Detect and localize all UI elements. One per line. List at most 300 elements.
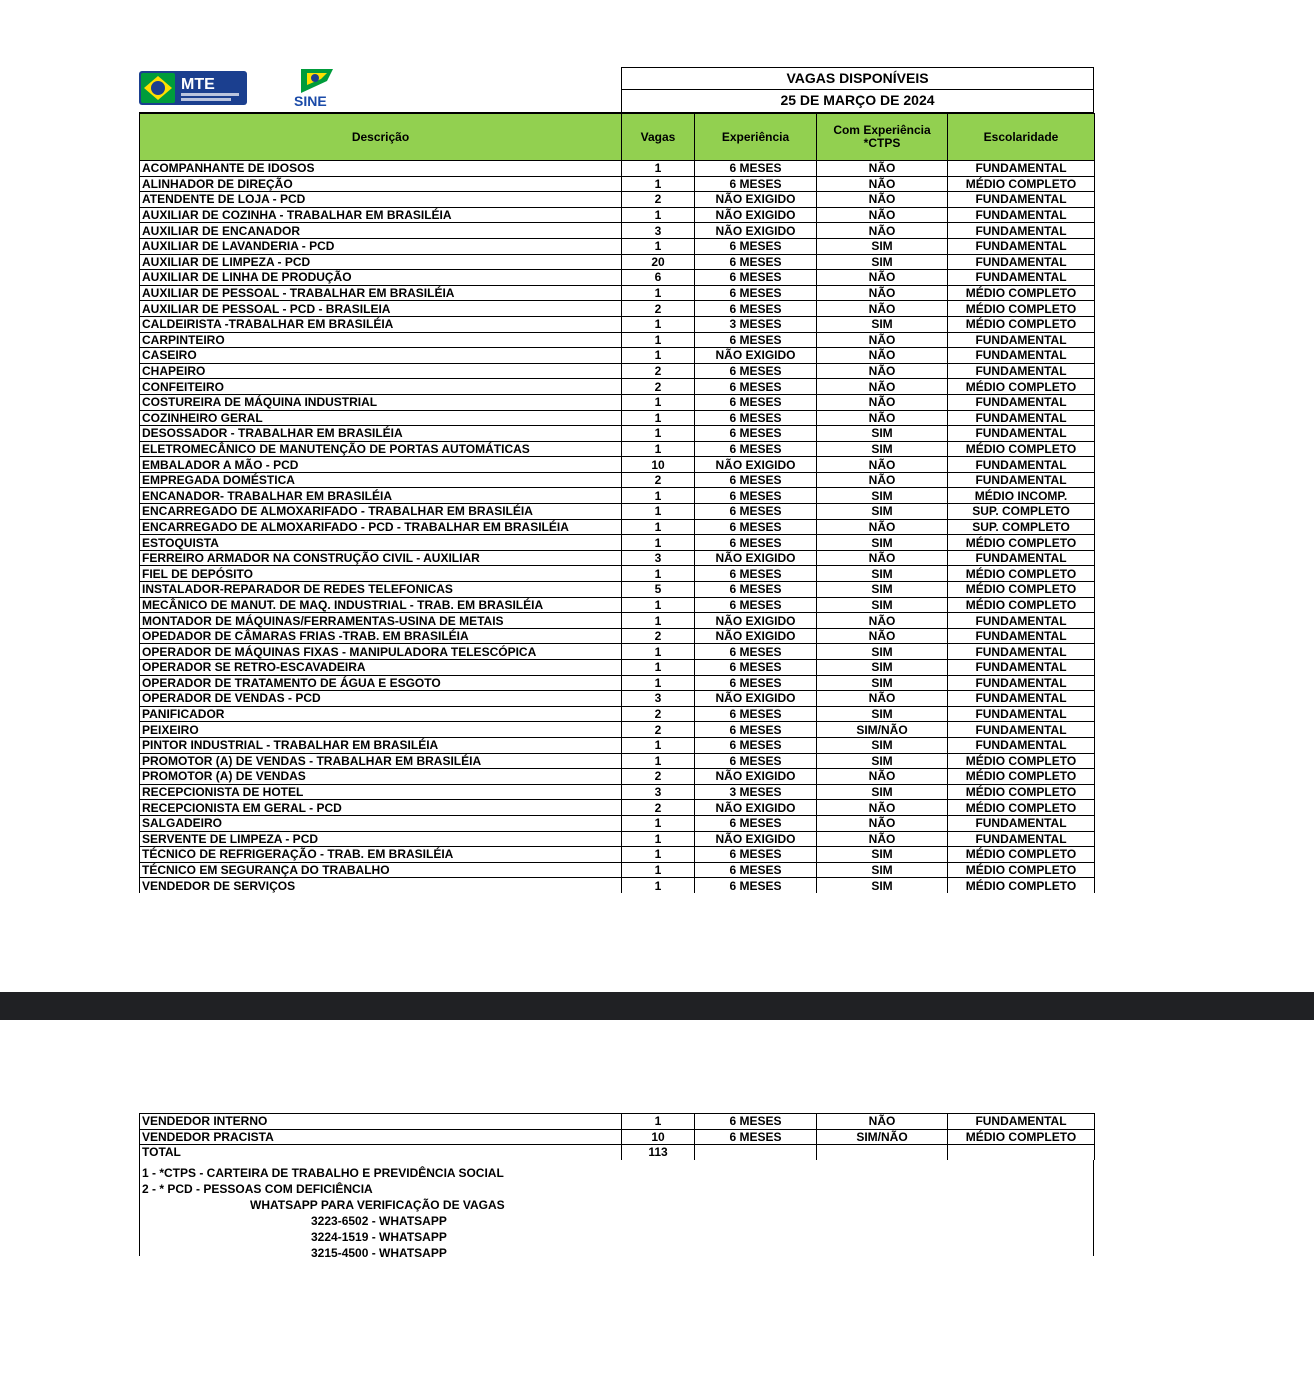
sine-logo-text: SINE xyxy=(294,93,327,109)
cell-descricao: VENDEDOR DE SERVIÇOS xyxy=(140,878,622,893)
cell-vagas: 2 xyxy=(622,472,695,488)
cell-escolaridade: MÉDIO COMPLETO xyxy=(948,285,1095,301)
cell-experiencia: NÃO EXIGIDO xyxy=(695,769,817,785)
table-row xyxy=(140,1114,1095,1130)
cell-ctps: NÃO xyxy=(817,472,948,488)
table-row xyxy=(140,348,1095,364)
table-row xyxy=(140,800,1095,816)
cell-descricao: OPERADOR DE MÁQUINAS FIXAS - MANIPULADORA TELESCÓPICA xyxy=(140,644,622,660)
cell-experiencia: 6 MESES xyxy=(695,644,817,660)
table-row xyxy=(140,675,1095,691)
cell-ctps: SIM xyxy=(817,488,948,504)
table-row xyxy=(140,535,1095,551)
cell-ctps: NÃO xyxy=(817,161,948,176)
table-row xyxy=(140,379,1095,395)
cell-ctps: NÃO xyxy=(817,301,948,317)
svg-text:MTE: MTE xyxy=(181,76,215,93)
cell-descricao: ALINHADOR DE DIREÇÃO xyxy=(140,176,622,192)
cell-ctps: NÃO xyxy=(817,800,948,816)
cell-vagas: 1 xyxy=(622,878,695,893)
table-row xyxy=(140,270,1095,286)
cell-escolaridade: FUNDAMENTAL xyxy=(948,410,1095,426)
cell-ctps: SIM/NÃO xyxy=(817,722,948,738)
cell-descricao: TOTAL xyxy=(140,1145,622,1160)
cell-ctps: SIM xyxy=(817,566,948,582)
cell-escolaridade: FUNDAMENTAL xyxy=(948,722,1095,738)
cell-experiencia: 6 MESES xyxy=(695,426,817,442)
cell-experiencia: NÃO EXIGIDO xyxy=(695,192,817,208)
cell-vagas: 2 xyxy=(622,628,695,644)
cell-escolaridade: FUNDAMENTAL xyxy=(948,550,1095,566)
cell-experiencia: 6 MESES xyxy=(695,176,817,192)
cell-vagas: 2 xyxy=(622,722,695,738)
cell-descricao: RECEPCIONISTA DE HOTEL xyxy=(140,784,622,800)
cell-descricao: ELETROMECÂNICO DE MANUTENÇÃO DE PORTAS AUTOMÁTICAS xyxy=(140,441,622,457)
table-row xyxy=(140,176,1095,192)
table-row xyxy=(140,192,1095,208)
cell-ctps: SIM xyxy=(817,675,948,691)
titles-area xyxy=(622,67,1094,112)
cell-experiencia: 6 MESES xyxy=(695,1129,817,1145)
cell-descricao: EMBALADOR A MÃO - PCD xyxy=(140,457,622,473)
cell-escolaridade: FUNDAMENTAL xyxy=(948,457,1095,473)
cell-experiencia: 6 MESES xyxy=(695,878,817,893)
cell-experiencia: 6 MESES xyxy=(695,722,817,738)
cell-experiencia: 6 MESES xyxy=(695,363,817,379)
cell-descricao: CARPINTEIRO xyxy=(140,332,622,348)
cell-ctps: SIM xyxy=(817,784,948,800)
cell-experiencia: 6 MESES xyxy=(695,847,817,863)
cell-experiencia: 6 MESES xyxy=(695,706,817,722)
cell-vagas: 1 xyxy=(622,332,695,348)
cell-escolaridade: FUNDAMENTAL xyxy=(948,613,1095,629)
cell-experiencia: NÃO EXIGIDO xyxy=(695,223,817,239)
cell-descricao: COZINHEIRO GERAL xyxy=(140,410,622,426)
cell-escolaridade: FUNDAMENTAL xyxy=(948,207,1095,223)
cell-ctps: NÃO xyxy=(817,815,948,831)
cell-experiencia: 6 MESES xyxy=(695,1114,817,1130)
table-row xyxy=(140,363,1095,379)
cell-descricao: PEIXEIRO xyxy=(140,722,622,738)
table-row xyxy=(140,847,1095,863)
cell-experiencia: 6 MESES xyxy=(695,441,817,457)
cell-descricao: PINTOR INDUSTRIAL - TRABALHAR EM BRASILÉIA xyxy=(140,737,622,753)
cell-experiencia: 6 MESES xyxy=(695,660,817,676)
cell-vagas: 1 xyxy=(622,285,695,301)
cell-vagas: 2 xyxy=(622,363,695,379)
mte-logo xyxy=(139,69,247,107)
cell-escolaridade: MÉDIO COMPLETO xyxy=(948,769,1095,785)
cell-ctps: NÃO xyxy=(817,285,948,301)
cell-escolaridade: MÉDIO COMPLETO xyxy=(948,379,1095,395)
note-whatsapp-title: WHATSAPP PARA VERIFICAÇÃO DE VAGAS xyxy=(250,1197,505,1212)
cell-escolaridade: FUNDAMENTAL xyxy=(948,238,1095,254)
cell-ctps: SIM xyxy=(817,706,948,722)
cell-vagas: 3 xyxy=(622,784,695,800)
page-title: VAGAS DISPONÍVEIS xyxy=(622,68,1093,90)
cell-vagas: 1 xyxy=(622,519,695,535)
cell-ctps: NÃO xyxy=(817,332,948,348)
cell-descricao: AUXILIAR DE PESSOAL - PCD - BRASILEIA xyxy=(140,301,622,317)
cell-vagas: 1 xyxy=(622,831,695,847)
cell-experiencia: 6 MESES xyxy=(695,161,817,176)
table-row xyxy=(140,301,1095,317)
table-row xyxy=(140,161,1095,176)
cell-experiencia: 6 MESES xyxy=(695,410,817,426)
cell-descricao: AUXILIAR DE LIMPEZA - PCD xyxy=(140,254,622,270)
page-divider xyxy=(0,992,1314,1020)
table-row xyxy=(140,332,1095,348)
cell-vagas: 2 xyxy=(622,800,695,816)
cell-ctps: SIM xyxy=(817,316,948,332)
cell-descricao: FIEL DE DEPÓSITO xyxy=(140,566,622,582)
cell-escolaridade: MÉDIO COMPLETO xyxy=(948,800,1095,816)
cell-descricao: OPERADOR DE TRATAMENTO DE ÁGUA E ESGOTO xyxy=(140,675,622,691)
table-row xyxy=(140,410,1095,426)
vacancy-table-continued xyxy=(139,1113,1095,1160)
cell-ctps: SIM xyxy=(817,737,948,753)
cell-escolaridade: FUNDAMENTAL xyxy=(948,644,1095,660)
cell-escolaridade: FUNDAMENTAL xyxy=(948,660,1095,676)
cell-escolaridade: MÉDIO COMPLETO xyxy=(948,1129,1095,1145)
cell-descricao: FERREIRO ARMADOR NA CONSTRUÇÃO CIVIL - AUXILIAR xyxy=(140,550,622,566)
table-row xyxy=(140,1145,1095,1160)
page-date: 25 DE MARÇO DE 2024 xyxy=(780,92,935,108)
cell-vagas: 3 xyxy=(622,550,695,566)
vacancy-table xyxy=(139,161,1095,893)
cell-ctps: SIM xyxy=(817,862,948,878)
cell-experiencia: 6 MESES xyxy=(695,566,817,582)
cell-descricao: SERVENTE DE LIMPEZA - PCD xyxy=(140,831,622,847)
cell-descricao: AUXILIAR DE LAVANDERIA - PCD xyxy=(140,238,622,254)
note-ctps: 1 - *CTPS - CARTEIRA DE TRABALHO E PREVIDÊNCIA SOCIAL xyxy=(142,1165,504,1180)
column-experiencia: Experiência xyxy=(695,114,817,161)
table-row xyxy=(140,769,1095,785)
cell-vagas: 1 xyxy=(622,504,695,520)
cell-descricao: TÉCNICO EM SEGURANÇA DO TRABALHO xyxy=(140,862,622,878)
table-row xyxy=(140,316,1095,332)
cell-escolaridade: FUNDAMENTAL xyxy=(948,815,1095,831)
cell-escolaridade: MÉDIO INCOMP. xyxy=(948,488,1095,504)
cell-ctps: SIM xyxy=(817,878,948,893)
cell-escolaridade: MÉDIO COMPLETO xyxy=(948,316,1095,332)
cell-descricao: ENCARREGADO DE ALMOXARIFADO - PCD - TRABALHAR EM BRASILÉIA xyxy=(140,519,622,535)
logos-area xyxy=(139,67,622,112)
cell-vagas: 1 xyxy=(622,597,695,613)
cell-descricao: ATENDENTE DE LOJA - PCD xyxy=(140,192,622,208)
cell-experiencia: NÃO EXIGIDO xyxy=(695,207,817,223)
cell-descricao: ENCANADOR- TRABALHAR EM BRASILÉIA xyxy=(140,488,622,504)
cell-descricao: AUXILIAR DE ENCANADOR xyxy=(140,223,622,239)
table-row xyxy=(140,394,1095,410)
cell-experiencia: NÃO EXIGIDO xyxy=(695,628,817,644)
cell-escolaridade: FUNDAMENTAL xyxy=(948,691,1095,707)
cell-escolaridade: MÉDIO COMPLETO xyxy=(948,176,1095,192)
cell-experiencia: NÃO EXIGIDO xyxy=(695,550,817,566)
cell-escolaridade: FUNDAMENTAL xyxy=(948,254,1095,270)
cell-descricao: CHAPEIRO xyxy=(140,363,622,379)
phone-1: 3223-6502 - WHATSAPP xyxy=(311,1213,447,1228)
table-row xyxy=(140,488,1095,504)
table-row xyxy=(140,644,1095,660)
cell-vagas: 1 xyxy=(622,488,695,504)
cell-experiencia: 6 MESES xyxy=(695,472,817,488)
cell-escolaridade: SUP. COMPLETO xyxy=(948,504,1095,520)
cell-escolaridade: SUP. COMPLETO xyxy=(948,519,1095,535)
cell-vagas: 10 xyxy=(622,1129,695,1145)
cell-vagas: 1 xyxy=(622,847,695,863)
cell-experiencia: 6 MESES xyxy=(695,519,817,535)
table-row xyxy=(140,628,1095,644)
cell-vagas: 1 xyxy=(622,660,695,676)
cell-vagas: 2 xyxy=(622,769,695,785)
cell-escolaridade: FUNDAMENTAL xyxy=(948,270,1095,286)
document-header xyxy=(139,67,1094,113)
column-escolaridade: Escolaridade xyxy=(948,114,1095,161)
cell-vagas: 10 xyxy=(622,457,695,473)
cell-ctps: SIM xyxy=(817,426,948,442)
table-row xyxy=(140,550,1095,566)
table-row xyxy=(140,519,1095,535)
table-row xyxy=(140,504,1095,520)
table-row xyxy=(140,878,1095,893)
cell-ctps: SIM xyxy=(817,753,948,769)
cell-experiencia: 6 MESES xyxy=(695,379,817,395)
cell-vagas: 1 xyxy=(622,753,695,769)
cell-vagas: 2 xyxy=(622,379,695,395)
cell-vagas: 2 xyxy=(622,301,695,317)
cell-descricao: OPEDADOR DE CÂMARAS FRIAS -TRAB. EM BRASILÉIA xyxy=(140,628,622,644)
cell-experiencia: 3 MESES xyxy=(695,316,817,332)
cell-experiencia: 6 MESES xyxy=(695,270,817,286)
cell-escolaridade: MÉDIO COMPLETO xyxy=(948,753,1095,769)
cell-descricao: VENDEDOR INTERNO xyxy=(140,1114,622,1130)
table-row xyxy=(140,722,1095,738)
cell-escolaridade xyxy=(948,1145,1095,1160)
cell-descricao: TÉCNICO DE REFRIGERAÇÃO - TRAB. EM BRASILÉIA xyxy=(140,847,622,863)
cell-descricao: ESTOQUISTA xyxy=(140,535,622,551)
table-row xyxy=(140,1129,1095,1145)
cell-vagas: 1 xyxy=(622,348,695,364)
cell-experiencia: 6 MESES xyxy=(695,488,817,504)
cell-descricao: CONFEITEIRO xyxy=(140,379,622,395)
cell-ctps: NÃO xyxy=(817,410,948,426)
cell-escolaridade: MÉDIO COMPLETO xyxy=(948,301,1095,317)
cell-ctps: NÃO xyxy=(817,519,948,535)
cell-ctps: NÃO xyxy=(817,363,948,379)
cell-experiencia: 6 MESES xyxy=(695,285,817,301)
table-row xyxy=(140,285,1095,301)
cell-experiencia: NÃO EXIGIDO xyxy=(695,831,817,847)
cell-descricao: MONTADOR DE MÁQUINAS/FERRAMENTAS-USINA DE METAIS xyxy=(140,613,622,629)
cell-escolaridade: MÉDIO COMPLETO xyxy=(948,784,1095,800)
cell-descricao: OPERADOR SE RETRO-ESCAVADEIRA xyxy=(140,660,622,676)
cell-vagas: 1 xyxy=(622,410,695,426)
cell-ctps: SIM xyxy=(817,535,948,551)
cell-escolaridade: MÉDIO COMPLETO xyxy=(948,597,1095,613)
document-page-2 xyxy=(139,1113,1094,1260)
cell-experiencia: 6 MESES xyxy=(695,815,817,831)
cell-escolaridade: FUNDAMENTAL xyxy=(948,1114,1095,1130)
cell-experiencia: 6 MESES xyxy=(695,753,817,769)
cell-experiencia: 6 MESES xyxy=(695,504,817,520)
cell-escolaridade: FUNDAMENTAL xyxy=(948,737,1095,753)
cell-experiencia: 6 MESES xyxy=(695,394,817,410)
phone-2: 3224-1519 - WHATSAPP xyxy=(311,1229,447,1244)
cell-vagas: 1 xyxy=(622,394,695,410)
cell-descricao: MECÂNICO DE MANUT. DE MAQ. INDUSTRIAL - TRAB. EM BRASILÉIA xyxy=(140,597,622,613)
cell-ctps: SIM xyxy=(817,847,948,863)
cell-descricao: AUXILIAR DE COZINHA - TRABALHAR EM BRASILÉIA xyxy=(140,207,622,223)
cell-ctps: NÃO xyxy=(817,270,948,286)
cell-experiencia: 6 MESES xyxy=(695,254,817,270)
table-row xyxy=(140,706,1095,722)
cell-ctps: NÃO xyxy=(817,223,948,239)
cell-ctps: SIM xyxy=(817,597,948,613)
cell-vagas: 1 xyxy=(622,207,695,223)
cell-descricao: OPERADOR DE VENDAS - PCD xyxy=(140,691,622,707)
cell-vagas: 1 xyxy=(622,238,695,254)
cell-vagas: 1 xyxy=(622,176,695,192)
cell-ctps: SIM xyxy=(817,644,948,660)
table-row xyxy=(140,753,1095,769)
cell-escolaridade: FUNDAMENTAL xyxy=(948,706,1095,722)
cell-vagas: 2 xyxy=(622,706,695,722)
cell-ctps: NÃO xyxy=(817,457,948,473)
cell-experiencia: 6 MESES xyxy=(695,737,817,753)
cell-vagas: 6 xyxy=(622,270,695,286)
cell-escolaridade: FUNDAMENTAL xyxy=(948,394,1095,410)
cell-experiencia: NÃO EXIGIDO xyxy=(695,800,817,816)
cell-descricao: ACOMPANHANTE DE IDOSOS xyxy=(140,161,622,176)
cell-descricao: AUXILIAR DE PESSOAL - TRABALHAR EM BRASILÉIA xyxy=(140,285,622,301)
cell-escolaridade: FUNDAMENTAL xyxy=(948,332,1095,348)
phone-3: 3215-4500 - WHATSAPP xyxy=(311,1245,447,1260)
cell-vagas: 20 xyxy=(622,254,695,270)
cell-descricao: COSTUREIRA DE MÁQUINA INDUSTRIAL xyxy=(140,394,622,410)
cell-escolaridade: FUNDAMENTAL xyxy=(948,675,1095,691)
table-row xyxy=(140,441,1095,457)
table-row xyxy=(140,457,1095,473)
cell-ctps: SIM xyxy=(817,504,948,520)
cell-experiencia: 3 MESES xyxy=(695,784,817,800)
cell-ctps: NÃO xyxy=(817,1114,948,1130)
cell-descricao: CALDEIRISTA -TRABALHAR EM BRASILÉIA xyxy=(140,316,622,332)
cell-descricao: ENCARREGADO DE ALMOXARIFADO - TRABALHAR EM BRASILÉIA xyxy=(140,504,622,520)
document-page-1 xyxy=(139,67,1094,893)
cell-escolaridade: MÉDIO COMPLETO xyxy=(948,862,1095,878)
cell-ctps: NÃO xyxy=(817,691,948,707)
cell-escolaridade: FUNDAMENTAL xyxy=(948,426,1095,442)
table-row xyxy=(140,426,1095,442)
cell-experiencia: 6 MESES xyxy=(695,582,817,598)
cell-vagas: 1 xyxy=(622,737,695,753)
table-row xyxy=(140,815,1095,831)
cell-descricao: INSTALADOR-REPARADOR DE REDES TELEFONICAS xyxy=(140,582,622,598)
cell-descricao: DESOSSADOR - TRABALHAR EM BRASILÉIA xyxy=(140,426,622,442)
cell-escolaridade: FUNDAMENTAL xyxy=(948,348,1095,364)
cell-experiencia: 6 MESES xyxy=(695,862,817,878)
cell-vagas: 1 xyxy=(622,426,695,442)
cell-vagas: 3 xyxy=(622,691,695,707)
cell-escolaridade: FUNDAMENTAL xyxy=(948,223,1095,239)
table-row xyxy=(140,660,1095,676)
cell-ctps: SIM xyxy=(817,441,948,457)
cell-ctps: SIM xyxy=(817,238,948,254)
cell-descricao: PROMOTOR (A) DE VENDAS - TRABALHAR EM BRASILÉIA xyxy=(140,753,622,769)
table-row xyxy=(140,472,1095,488)
column-vagas: Vagas xyxy=(622,114,695,161)
cell-ctps: NÃO xyxy=(817,769,948,785)
cell-escolaridade: FUNDAMENTAL xyxy=(948,472,1095,488)
cell-escolaridade: MÉDIO COMPLETO xyxy=(948,441,1095,457)
cell-ctps xyxy=(817,1145,948,1160)
table-row xyxy=(140,566,1095,582)
cell-ctps: NÃO xyxy=(817,207,948,223)
cell-descricao: AUXILIAR DE LINHA DE PRODUÇÃO xyxy=(140,270,622,286)
cell-vagas: 1 xyxy=(622,161,695,176)
cell-ctps: NÃO xyxy=(817,192,948,208)
table-row xyxy=(140,784,1095,800)
table-header xyxy=(139,113,1095,161)
cell-ctps: NÃO xyxy=(817,176,948,192)
cell-escolaridade: MÉDIO COMPLETO xyxy=(948,878,1095,893)
cell-vagas: 1 xyxy=(622,862,695,878)
cell-escolaridade: FUNDAMENTAL xyxy=(948,831,1095,847)
table-row xyxy=(140,223,1095,239)
cell-descricao: PROMOTOR (A) DE VENDAS xyxy=(140,769,622,785)
cell-ctps: NÃO xyxy=(817,831,948,847)
cell-vagas: 1 xyxy=(622,566,695,582)
cell-experiencia: NÃO EXIGIDO xyxy=(695,613,817,629)
notes-section xyxy=(139,1160,1094,1260)
table-row xyxy=(140,582,1095,598)
column-com-experiencia-label: Com Experiência *CTPS xyxy=(833,123,931,150)
cell-vagas: 2 xyxy=(622,192,695,208)
table-row xyxy=(140,613,1095,629)
cell-experiencia: 6 MESES xyxy=(695,238,817,254)
cell-ctps: SIM xyxy=(817,254,948,270)
cell-escolaridade: MÉDIO COMPLETO xyxy=(948,582,1095,598)
note-pcd: 2 - * PCD - PESSOAS COM DEFICIÊNCIA xyxy=(142,1181,373,1196)
cell-experiencia: 6 MESES xyxy=(695,675,817,691)
cell-vagas: 3 xyxy=(622,223,695,239)
cell-escolaridade: FUNDAMENTAL xyxy=(948,192,1095,208)
cell-ctps: NÃO xyxy=(817,379,948,395)
column-descricao: Descrição xyxy=(140,114,622,161)
cell-vagas: 1 xyxy=(622,613,695,629)
cell-ctps: SIM xyxy=(817,582,948,598)
cell-vagas: 1 xyxy=(622,535,695,551)
cell-descricao: EMPREGADA DOMÉSTICA xyxy=(140,472,622,488)
cell-experiencia: 6 MESES xyxy=(695,332,817,348)
table-row xyxy=(140,691,1095,707)
cell-descricao: CASEIRO xyxy=(140,348,622,364)
cell-vagas: 1 xyxy=(622,1114,695,1130)
table-row xyxy=(140,254,1095,270)
cell-escolaridade: FUNDAMENTAL xyxy=(948,363,1095,379)
cell-vagas: 113 xyxy=(622,1145,695,1160)
cell-vagas: 1 xyxy=(622,316,695,332)
table-row xyxy=(140,238,1095,254)
cell-ctps: NÃO xyxy=(817,628,948,644)
table-row xyxy=(140,597,1095,613)
cell-vagas: 5 xyxy=(622,582,695,598)
table-row xyxy=(140,831,1095,847)
cell-experiencia: 6 MESES xyxy=(695,301,817,317)
cell-escolaridade: FUNDAMENTAL xyxy=(948,161,1095,176)
cell-ctps: SIM/NÃO xyxy=(817,1129,948,1145)
